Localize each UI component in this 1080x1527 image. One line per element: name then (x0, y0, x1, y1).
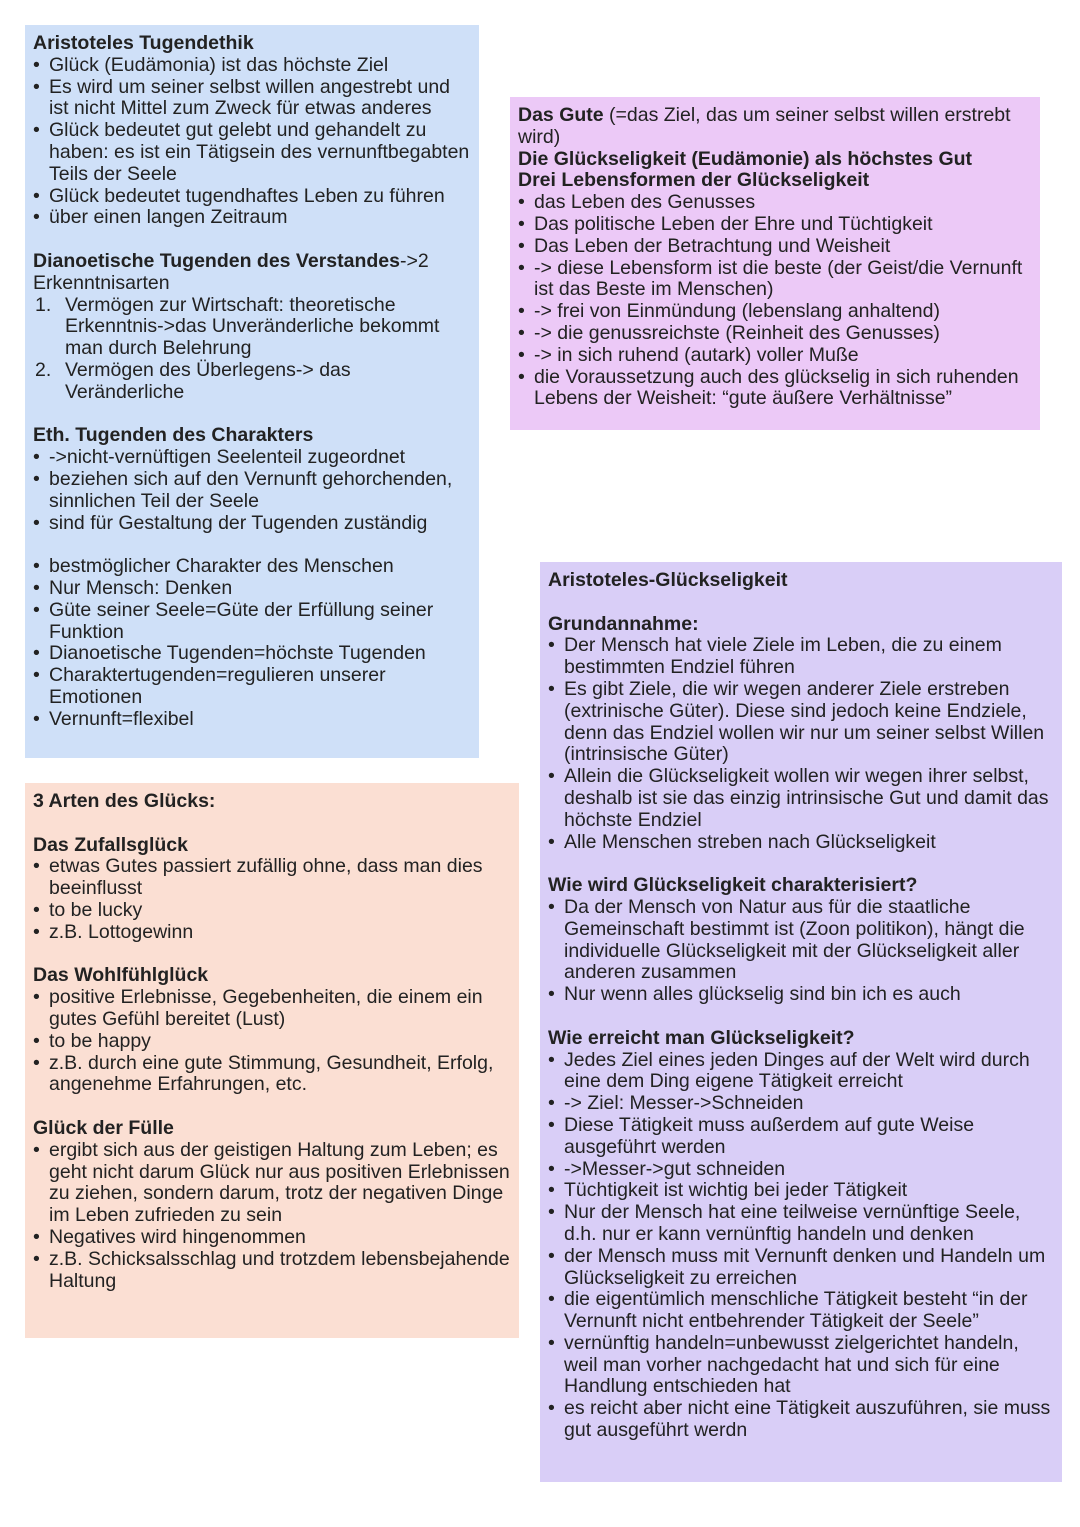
list-item: • bestmöglicher Charakter des Menschen (33, 555, 394, 578)
list-item: • Diese Tätigkeit muss außerdem auf gute Weise ausgeführt werden (548, 1113, 975, 1158)
note-title: Aristoteles-Glückseligkeit (548, 569, 788, 591)
types-of-happiness-note (25, 783, 519, 1338)
list-item: • Vernunft=flexibel (33, 707, 194, 730)
list-item: • ergibt sich aus der geistigen Haltung zum Leben; es geht nicht darum Glück nur aus positiven Erlebnissen zu ziehen, sondern darum, trotz der negativen Dinge im Leben zufrieden zu sein (33, 1138, 510, 1227)
section-heading: Drei Lebensformen der Glückseligkeit (518, 169, 870, 192)
list-item: • Güte seiner Seele=Güte der Erfüllung seiner Funktion (33, 598, 434, 643)
list-item: • -> Ziel: Messer->Schneiden (548, 1092, 804, 1115)
section-heading: Das Wohlfühlglück (33, 964, 209, 987)
list-item: • Das Leben der Betrachtung und Weisheit (518, 234, 891, 257)
list-item: • Das politische Leben der Ehre und Tüchtigkeit (518, 212, 933, 235)
list-item: • z.B. Schicksalsschlag und trotzdem lebensbejahende Haltung (33, 1247, 510, 1292)
list-item: • es reicht aber nicht eine Tätigkeit auszuführen, sie muss gut ausgeführt werdn (548, 1397, 1051, 1442)
section-heading: Wie erreicht man Glückseligkeit? (548, 1026, 855, 1049)
list-item: • Es gibt Ziele, die wir wegen anderer Ziele erstreben (extrinische Güter). Diese sind jedoch keine Endziele, denn das Endziel wollen wir nur um seiner selbst Willen (intrinsische Güter) (548, 677, 1045, 766)
list-item: • beziehen sich auf den Vernunft gehorchenden, sinnlichen Teil der Seele (33, 467, 453, 512)
virtue-ethics-note (25, 25, 479, 758)
list-item: • sind für Gestaltung der Tugenden zuständig (33, 511, 428, 534)
bullet-list (518, 192, 1032, 410)
list-item: • z.B. Lottogewinn (33, 920, 194, 943)
bullet-list (33, 987, 511, 1096)
list-item: • -> die genussreichste (Reinheit des Genusses) (518, 321, 940, 344)
section-heading: Wie wird Glückseligkeit charakterisiert? (548, 874, 918, 897)
bullet-list (33, 55, 471, 229)
list-item: 2. Vermögen des Überlegens-> das Veränderliche (35, 358, 351, 403)
section-heading: Das Zufallsglück (33, 833, 188, 856)
list-item: • Glück bedeutet gut gelebt und gehandelt zu haben: es ist ein Tätigsein des vernunftbegabten Teils der Seele (33, 119, 470, 185)
list-item: • z.B. durch eine gute Stimmung, Gesundheit, Erfolg, angenehme Erfahrungen, etc. (33, 1051, 494, 1096)
list-item: • das Leben des Genusses (518, 191, 756, 214)
list-item: • Alle Menschen streben nach Glückseligkeit (548, 830, 936, 853)
list-item: • vernünftig handeln=unbewusst zielgerichtet handeln, weil man vorher nachgedacht hat und sich für eine Handlung entschieden hat (548, 1331, 1019, 1398)
list-item: • -> in sich ruhend (autark) voller Muße (518, 343, 859, 366)
list-item: • Charaktertugenden=regulieren unserer Emotionen (33, 664, 386, 708)
highest-good-note (510, 97, 1040, 430)
bullet-list (548, 635, 1054, 853)
note-title: 3 Arten des Glücks: (33, 790, 216, 812)
list-item: • über einen langen Zeitraum (33, 206, 288, 229)
list-item: • Glück (Eudämonia) ist das höchste Ziel (33, 53, 389, 76)
list-item: • Negatives wird hingenommen (33, 1225, 306, 1248)
list-item: • Nur der Mensch hat eine teilweise vernünftige Seele, d.h. nur er kann vernünftig handeln und denken (548, 1201, 1021, 1245)
list-item: • Da der Mensch von Natur aus für die staatliche Gemeinschaft bestimmt ist (Zoon politikon), hängt die individuelle Glückseligkeit mit der Glückseligkeit aller anderen zusammen (548, 895, 1025, 984)
list-item: • die eigentümlich menschliche Tätigkeit besteht “in der Vernunft nicht entbehrender Tätigkeit der Seele” (548, 1288, 1028, 1333)
list-item: • Nur Mensch: Denken (33, 576, 233, 599)
list-item: • etwas Gutes passiert zufällig ohne, dass man dies beeinflusst (33, 855, 483, 900)
section-heading: Eth. Tugenden des Charakters (33, 424, 314, 447)
list-item: • der Mensch muss mit Vernunft denken und Handeln um Glückseligkeit zu erreichen (548, 1244, 1046, 1289)
bullet-list (548, 1050, 1054, 1442)
section-heading: Dianoetische Tugenden des Verstandes->2 Erkenntnisarten (33, 249, 429, 294)
list-item: • die Voraussetzung auch des glückselig in sich ruhenden Lebens der Weisheit: “gute äußere Verhältnisse” (518, 365, 1019, 410)
list-item: • -> diese Lebensform ist die beste (der Geist/die Vernunft ist das Beste im Menschen) (518, 256, 1023, 301)
list-item: • Der Mensch hat viele Ziele im Leben, die zu einem bestimmten Endziel führen (548, 634, 1002, 679)
list-item: 1. Vermögen zur Wirtschaft: theoretische Erkenntnis->das Unveränderliche bekommt man durch Belehrung (35, 293, 440, 360)
bullet-list (33, 1140, 511, 1293)
list-item: • Jedes Ziel eines jeden Dinges auf der Welt wird durch eine dem Ding eigene Tätigkeit erreicht (548, 1048, 1030, 1093)
section-heading: Die Glückseligkeit (Eudämonie) als höchstes Gut (518, 147, 973, 170)
bullet-list (33, 856, 511, 943)
list-item: • positive Erlebnisse, Gegebenheiten, die einem ein gutes Gefühl bereitet (Lust) (33, 986, 483, 1030)
list-item: • Glück bedeutet tugendhaftes Leben zu führen (33, 184, 445, 207)
aristotle-happiness-note (540, 562, 1062, 1482)
section-heading: Grundannahme: (548, 612, 699, 635)
bullet-list (33, 447, 471, 534)
list-item: • Allein die Glückseligkeit wollen wir wegen ihrer selbst, deshalb ist sie das einzig intrinsische Gut und damit das höchste Endziel (548, 765, 1049, 831)
list-item: • -> frei von Einmündung (lebenslang anhaltend) (518, 300, 940, 323)
bullet-list (548, 897, 1054, 1006)
list-item: • Es wird um seiner selbst willen angestrebt und ist nicht Mittel zum Zweck für etwas anderes (33, 75, 451, 120)
section-heading: Glück der Fülle (33, 1116, 174, 1139)
list-item: • Nur wenn alles glückselig sind bin ich es auch (548, 983, 961, 1006)
list-item: • to be happy (33, 1029, 151, 1052)
note-title: Aristoteles Tugendethik (33, 32, 254, 54)
numbered-list (33, 295, 471, 404)
list-item: • ->Messer->gut schneiden (548, 1157, 786, 1180)
bullet-list (33, 556, 471, 730)
list-item: • to be lucky (33, 898, 143, 921)
good-definition: Das Gute (=das Ziel, das um seiner selbst willen erstrebt wird) (518, 104, 1011, 148)
list-item: • Tüchtigkeit ist wichtig bei jeder Tätigkeit (548, 1179, 908, 1202)
list-item: • ->nicht-vernüftigen Seelenteil zugeordnet (33, 446, 406, 469)
list-item: • Dianoetische Tugenden=höchste Tugenden (33, 642, 426, 665)
